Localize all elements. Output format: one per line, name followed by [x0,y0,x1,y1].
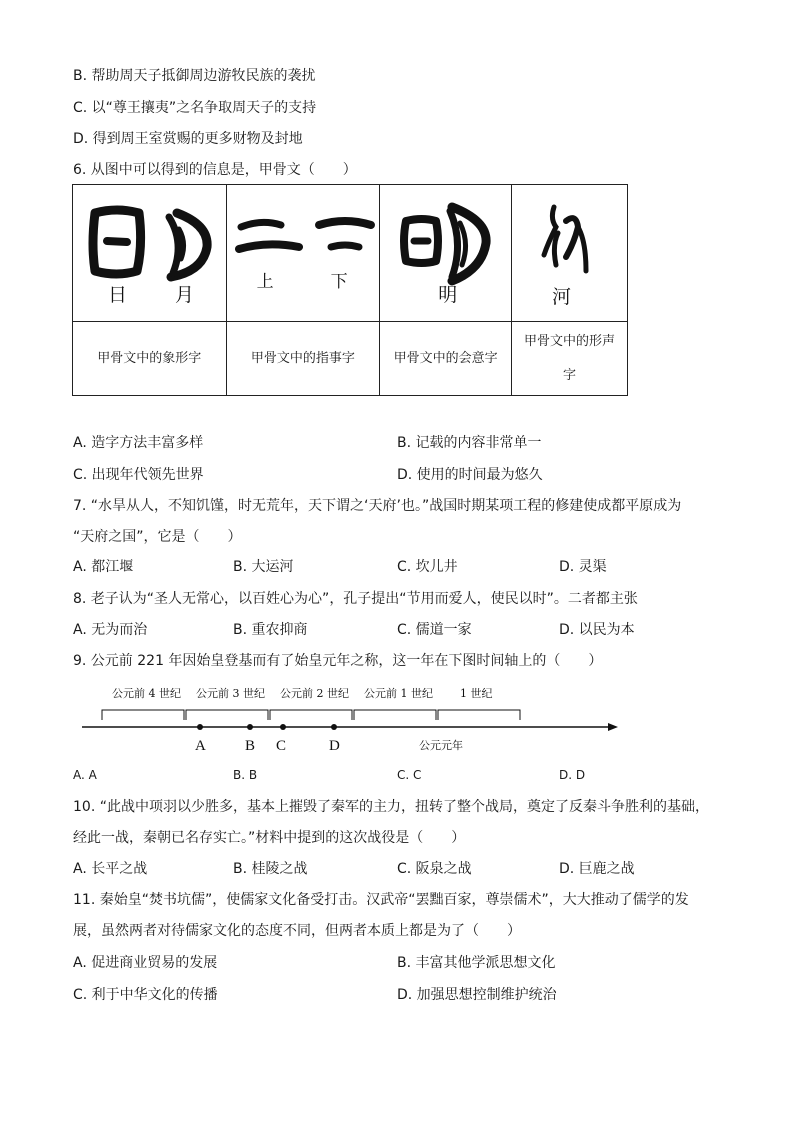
glyph-ri-yue-image [73,185,227,321]
period-label-2nd-bc: 公元前 2 世纪 [280,687,349,700]
oracle-bone-table [72,184,628,396]
timeline-point-d [331,724,337,730]
q6-option-b: B. 记载的内容非常单一 [397,435,542,451]
period-label-3rd-bc: 公元前 3 世纪 [196,687,265,700]
q10-stem-line2: 经此一战，秦朝已名存实亡。”材料中提到的这次战役是（ ） [73,830,466,846]
q10-option-c: C. 阪泉之战 [397,861,472,877]
q8-option-b: B. 重农抑商 [233,622,308,638]
timeline-arrow-icon [608,723,618,731]
q7-stem-line2: “天府之国”，它是（ ） [73,529,242,545]
q11-option-a: A. 促进商业贸易的发展 [73,955,218,971]
q9-option-d: D. D [559,768,586,782]
glyph-cell-phono-semantic [512,185,628,322]
glyph-cell-pictographic [73,185,227,322]
q5-option-c: C. 以“尊王攘夷”之名争取周天子的支持 [73,100,317,116]
q9-option-a: A. A [73,768,97,782]
period-label-1st-ad: 1 世纪 [460,687,493,700]
glyph-label-shang: 上 [256,272,274,292]
q11-option-c: C. 利于中华文化的传播 [73,987,218,1003]
timeline-point-b [247,724,253,730]
q10-option-a: A. 长平之战 [73,861,148,877]
timeline-label-b: B [245,738,256,754]
timeline-diagram [72,680,632,762]
brace-1st-ad [438,710,520,720]
q10-option-d: D. 巨鹿之战 [559,861,635,877]
caption-phono-semantic-line2: 字 [562,367,576,383]
q10-stem-line1: 10. “此战中项羽以少胜多，基本上摧毁了秦军的主力，扭转了整个战局，奠定了反秦斗争胜利的基础， [73,799,709,815]
glyph-label-yue: 月 [175,284,195,306]
q7-option-b: B. 大运河 [233,559,294,575]
q6-option-d: D. 使用的时间最为悠久 [397,467,543,483]
caption-indicative: 甲骨文中的指事字 [226,322,380,396]
q9-option-c: C. C [397,768,422,782]
glyph-label-ming: 明 [438,284,458,306]
brace-3rd-bc [186,710,268,720]
caption-pictographic: 甲骨文中的象形字 [73,322,227,396]
glyph-shang-xia-image [227,185,381,321]
timeline-label-c: C [276,738,287,754]
timeline-point-a [197,724,203,730]
brace-4th-bc [102,710,184,720]
q9-stem: 9. 公元前 221 年因始皇登基而有了始皇元年之称，这一年在下图时间轴上的（ ） [73,653,603,669]
brace-2nd-bc [270,710,352,720]
period-label-1st-bc: 公元前 1 世纪 [364,687,433,700]
q5-option-b: B. 帮助周天子抵御周边游牧民族的袭扰 [73,68,316,84]
q11-option-b: B. 丰富其他学派思想文化 [397,955,556,971]
q7-option-d: D. 灵渠 [559,559,607,575]
q7-option-c: C. 坎儿井 [397,559,458,575]
glyph-label-ri: 日 [108,284,128,306]
glyph-cell-associative [380,185,512,322]
glyph-label-xia: 下 [330,272,348,292]
q11-option-d: D. 加强思想控制维护统治 [397,987,557,1003]
q11-stem-line2: 展，虽然两者对待儒家文化的态度不同，但两者本质上都是为了（ ） [73,923,521,939]
q6-stem: 6. 从图中可以得到的信息是，甲骨文（ ） [73,162,357,178]
glyph-label-he: 河 [552,286,572,308]
timeline-label-d: D [329,738,340,754]
timeline-origin-label: 公元元年 [419,739,463,752]
q7-stem-line1: 7. “水旱从人，不知饥馑，时无荒年，天下谓之‘天府’也。”战国时期某项工程的修建使成都平原成为 [73,498,682,514]
q10-option-b: B. 桂陵之战 [233,861,308,877]
period-label-4th-bc: 公元前 4 世纪 [112,687,181,700]
caption-phono-semantic-line1: 甲骨文中的形声 [523,333,615,349]
q8-option-c: C. 儒道一家 [397,622,472,638]
caption-associative: 甲骨文中的会意字 [380,322,512,396]
brace-1st-bc [354,710,436,720]
caption-phono-semantic [512,322,628,396]
q8-option-d: D. 以民为本 [559,622,635,638]
glyph-cell-indicative [226,185,380,322]
q6-option-a: A. 造字方法丰富多样 [73,435,204,451]
q9-option-b: B. B [233,768,258,782]
q8-stem: 8. 老子认为“圣人无常心，以百姓心为心”，孔子提出“节用而爱人，使民以时”。二者都主张 [73,591,638,607]
q5-option-d: D. 得到周王室赏赐的更多财物及封地 [73,131,303,147]
q11-stem-line1: 11. 秦始皇“焚书坑儒”，使儒家文化备受打击。汉武帝“罢黜百家，尊崇儒术”，大大推动了儒学的发 [73,892,689,908]
q7-option-a: A. 都江堰 [73,559,134,575]
q8-option-a: A. 无为而治 [73,622,148,638]
timeline-label-a: A [195,738,206,754]
q6-option-c: C. 出现年代领先世界 [73,467,204,483]
timeline-point-c [280,724,286,730]
